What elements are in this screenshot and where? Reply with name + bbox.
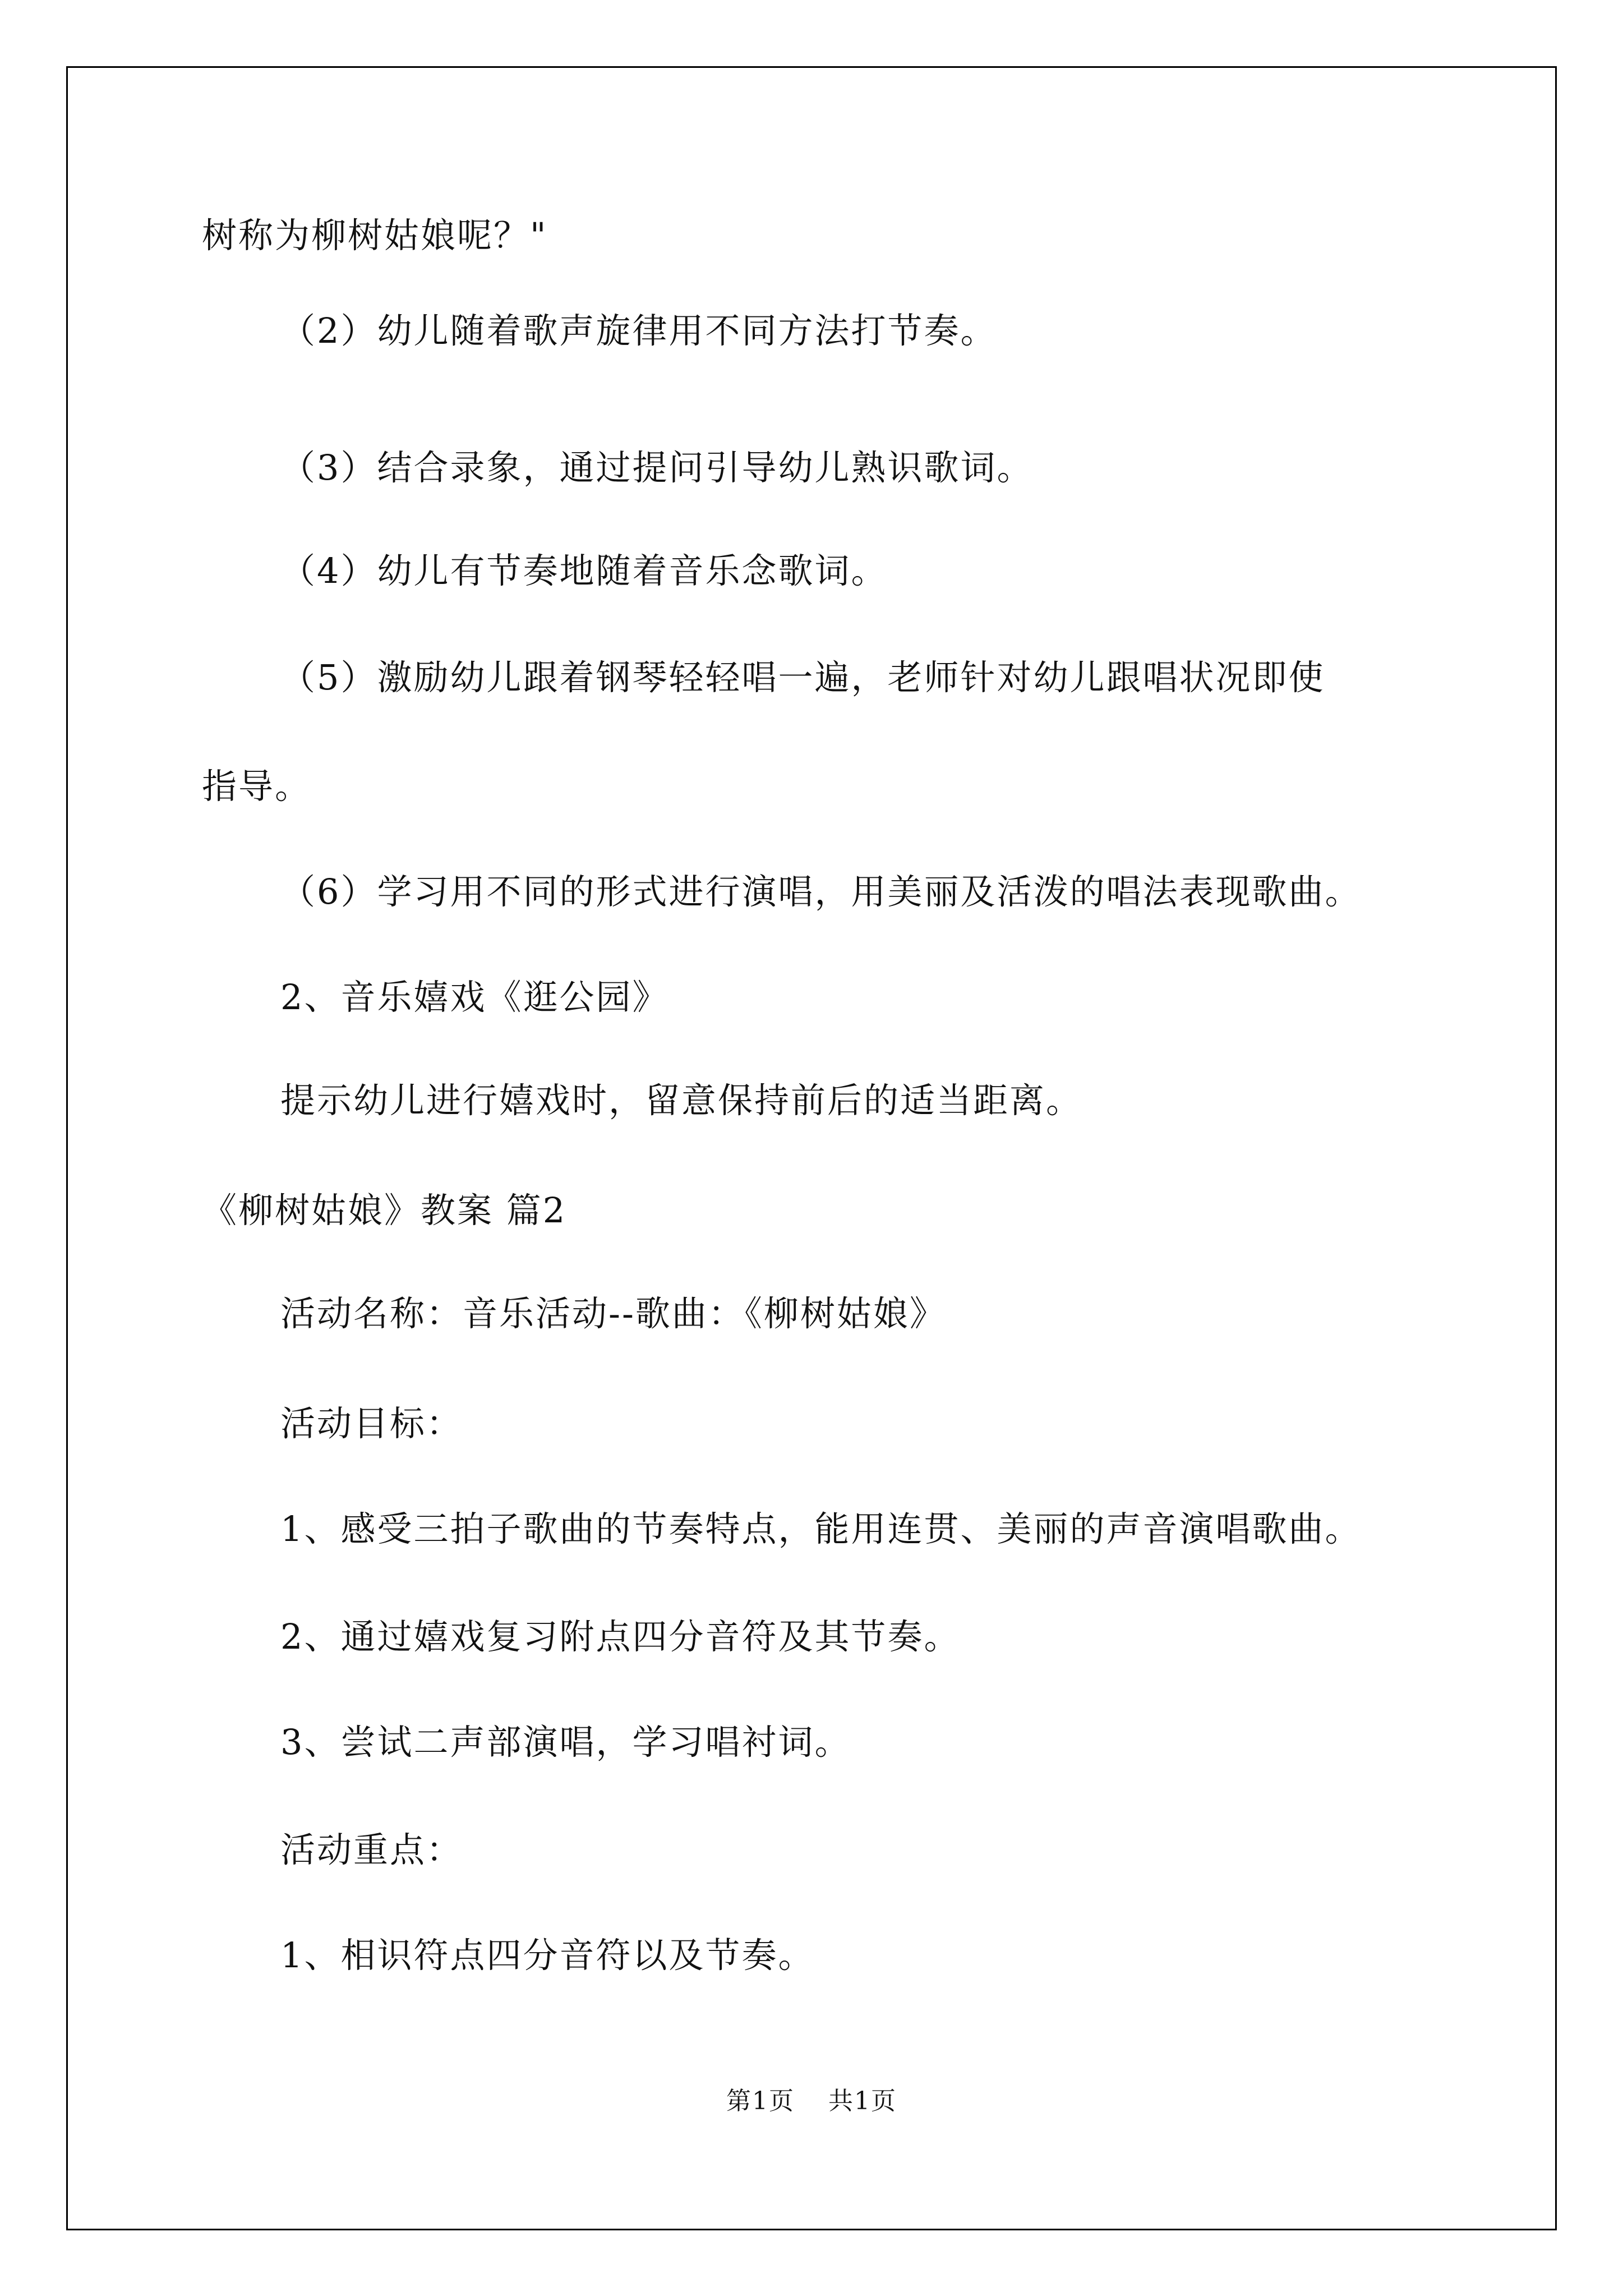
text-line: （4）幼儿有节奏地随着音乐念歌词。 [280, 550, 888, 591]
text-line: 2、通过嬉戏复习附点四分音符及其节奏。 [280, 1616, 961, 1657]
page-number: 第1页 [726, 2087, 795, 2115]
text-line: （2）幼儿随着歌声旋律用不同方法打节奏。 [280, 310, 997, 351]
text-line: 2、音乐嬉戏《逛公园》 [280, 977, 669, 1018]
text-line: 提示幼儿进行嬉戏时，留意保持前后的适当距离。 [280, 1080, 1083, 1121]
text-line: 1、相识符点四分音符以及节奏。 [280, 1935, 815, 1976]
text-line: （5）激励幼儿跟着钢琴轻轻唱一遍，老师针对幼儿跟唱状况即使 [280, 657, 1325, 698]
text-line: （3）结合录象，通过提问引导幼儿熟识歌词。 [280, 447, 1034, 488]
page-border [66, 66, 1557, 2230]
page-footer [0, 2085, 1623, 2118]
text-line: 3、尝试二声部演唱，学习唱衬词。 [280, 1722, 851, 1763]
text-line: 树称为柳树姑娘呢？" [202, 215, 548, 256]
text-line: 活动名称：音乐活动--歌曲：《柳树姑娘》 [280, 1293, 946, 1334]
text-line: 活动目标： [280, 1403, 463, 1444]
section-heading: 《柳树姑娘》教案 篇2 [202, 1190, 567, 1231]
text-line: （6）学习用不同的形式进行演唱，用美丽及活泼的唱法表现歌曲。 [280, 871, 1362, 912]
text-line: 活动重点： [280, 1829, 463, 1870]
text-line: 1、感受三拍子歌曲的节奏特点，能用连贯、美丽的声音演唱歌曲。 [280, 1508, 1362, 1549]
text-line: 指导。 [202, 766, 312, 807]
page-total: 共1页 [828, 2087, 897, 2115]
